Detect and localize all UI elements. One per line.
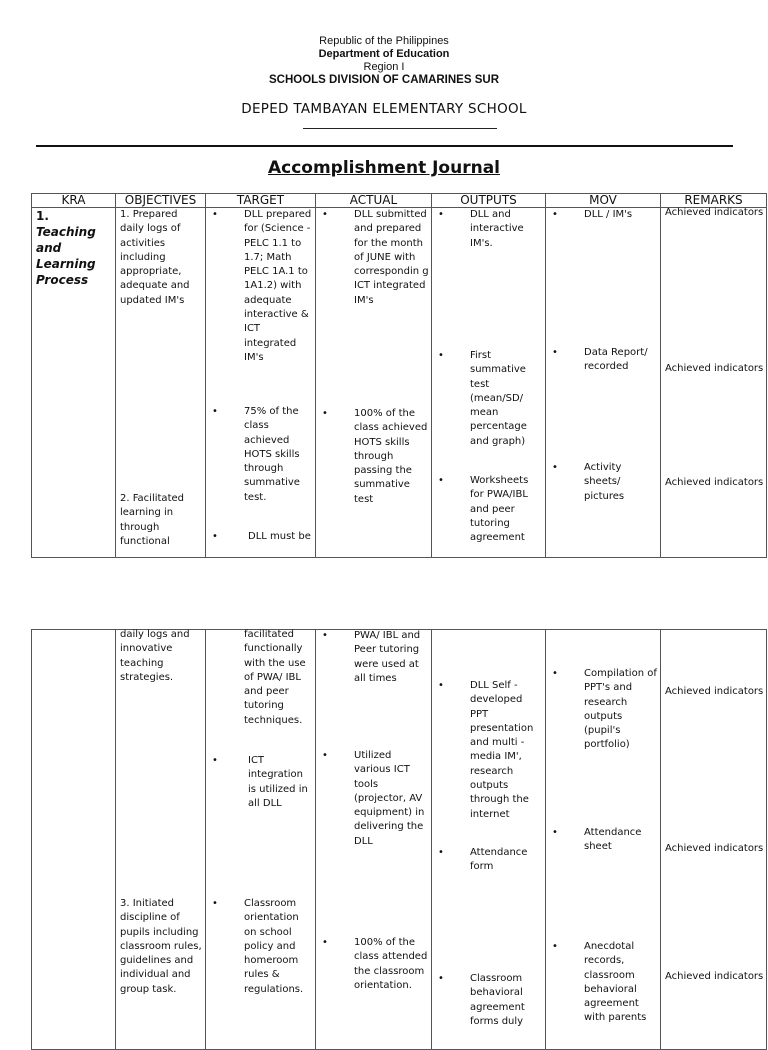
actual-cell <box>316 630 432 1050</box>
output-text: DLL and interactive IM's. <box>470 209 524 249</box>
objective-text: 3. Initiated discipline of pupils including classroom rules, guidelines and individual and group task. <box>120 898 202 995</box>
bullet-icon: • <box>438 973 444 984</box>
mov-cell <box>546 208 661 558</box>
bullet-icon: • <box>322 937 328 948</box>
output-text: Worksheets for PWA/IBL and peer tutoring agreement <box>470 475 529 544</box>
outputs-cell <box>432 208 546 558</box>
kra-cell <box>32 630 116 1050</box>
objective-text: 1. Prepared daily logs of activities including appropriate, adequate and updated IM's <box>120 209 190 306</box>
kra-cell <box>32 208 116 558</box>
col-header-mov: MOV <box>546 194 661 208</box>
actual-text: DLL submitted and prepared for the month of JUNE with correspondin g ICT integrated IM's <box>354 209 429 306</box>
journal-table-page1 <box>31 193 767 558</box>
kra-text-4: Process <box>36 273 89 287</box>
school-name: DEPED TAMBAYAN ELEMENTARY SCHOOL <box>241 101 527 117</box>
remark-text: Achieved indicators <box>665 971 764 982</box>
target-text: DLL must be <box>248 531 311 542</box>
actual-text: Utilized various ICT tools (projector, AV equipment) in delivering the DLL <box>354 750 425 847</box>
col-header-actual: ACTUAL <box>316 194 432 208</box>
bullet-icon: • <box>552 462 558 473</box>
output-text: First summative test (mean/SD/ mean percentage and graph) <box>470 350 527 447</box>
bullet-icon: • <box>552 941 558 952</box>
remark-text: Achieved indicators <box>665 363 764 374</box>
remark-text: Achieved indicators <box>665 477 764 488</box>
output-text: Classroom behavioral agreement forms duly <box>470 973 525 1027</box>
page-title: Accomplishment Journal <box>267 158 501 178</box>
bullet-icon: • <box>212 898 218 909</box>
target-cell <box>206 630 316 1050</box>
kra-text-2: and <box>36 241 62 255</box>
remark-text: Achieved indicators <box>665 207 764 218</box>
bullet-icon: • <box>438 350 444 361</box>
header-divider <box>36 145 733 147</box>
col-header-objectives: OBJECTIVES <box>116 194 206 208</box>
bullet-icon: • <box>322 408 328 419</box>
kra-label <box>36 208 111 288</box>
mov-text: Anecdotal records, classroom behavioral agreement with parents <box>584 941 647 1024</box>
target-cell <box>206 208 316 558</box>
target-text: Classroom orientation on school policy and homeroom rules & regulations. <box>244 898 304 995</box>
kra-text-3: Learning <box>36 257 96 271</box>
school-underline <box>303 128 497 129</box>
remarks-cell <box>661 208 767 558</box>
mov-text: Attendance sheet <box>584 827 642 853</box>
col-header-remarks: REMARKS <box>661 194 767 208</box>
bullet-icon: • <box>552 347 558 358</box>
bullet-icon: • <box>322 209 328 220</box>
actual-cell <box>316 208 432 558</box>
target-text: 75% of the class achieved HOTS skills through summative test. <box>244 406 300 503</box>
objective-text: daily logs and innovative teaching strategies. <box>120 629 190 683</box>
remark-text: Achieved indicators <box>665 686 764 697</box>
mov-text: Activity sheets/ pictures <box>584 462 625 502</box>
col-header-kra: KRA <box>32 194 116 208</box>
bullet-icon: • <box>212 755 218 766</box>
kra-number: 1. <box>36 209 49 223</box>
bullet-icon: • <box>438 209 444 220</box>
output-text: Attendance form <box>470 847 528 873</box>
bullet-icon: • <box>438 847 444 858</box>
bullet-icon: • <box>552 668 558 679</box>
target-text: DLL prepared for (Science - PELC 1.1 to 1.7; Math PELC 1A.1 to 1A1.2) with adequate interactive & ICT integrated IM's <box>244 209 312 363</box>
journal-table-page2 <box>31 629 767 1050</box>
target-text: ICT integration is utilized in all DLL <box>248 755 308 809</box>
mov-text: Compilation of PPT's and research outputs (pupil's portfolio) <box>584 668 657 751</box>
kra-text-1: Teaching <box>36 225 96 239</box>
mov-cell <box>546 630 661 1050</box>
bullet-icon: • <box>212 531 218 542</box>
actual-text: 100% of the class attended the classroom orientation. <box>354 937 428 991</box>
output-text: DLL Self - developed PPT presentation and multi - media IM', research outputs through the internet <box>470 680 534 820</box>
header-republic: Republic of the Philippines <box>319 35 449 47</box>
actual-text: 100% of the class achieved HOTS skills through passing the summative test <box>354 408 428 505</box>
objective-text: 2. Facilitated learning in through functional <box>120 493 184 547</box>
header-division: SCHOOLS DIVISION OF CAMARINES SUR <box>268 74 500 86</box>
bullet-icon: • <box>212 209 218 220</box>
objectives-cell <box>116 208 206 558</box>
outputs-cell <box>432 630 546 1050</box>
bullet-icon: • <box>438 680 444 691</box>
remark-text: Achieved indicators <box>665 843 764 854</box>
bullet-icon: • <box>322 630 328 641</box>
col-header-target: TARGET <box>206 194 316 208</box>
header-department: Department of Education <box>318 48 450 60</box>
target-text: facilitated functionally with the use of PWA/ IBL and peer tutoring techniques. <box>244 629 306 726</box>
bullet-icon: • <box>438 475 444 486</box>
objectives-cell <box>116 630 206 1050</box>
remarks-cell <box>661 630 767 1050</box>
header-region: Region I <box>363 61 405 73</box>
bullet-icon: • <box>552 827 558 838</box>
bullet-icon: • <box>212 406 218 417</box>
mov-text: Data Report/ recorded <box>584 347 648 373</box>
bullet-icon: • <box>322 750 328 761</box>
col-header-outputs: OUTPUTS <box>432 194 546 208</box>
actual-text: PWA/ IBL and Peer tutoring were used at all times <box>354 630 421 684</box>
mov-text: DLL / IM's <box>584 209 633 220</box>
bullet-icon: • <box>552 209 558 220</box>
